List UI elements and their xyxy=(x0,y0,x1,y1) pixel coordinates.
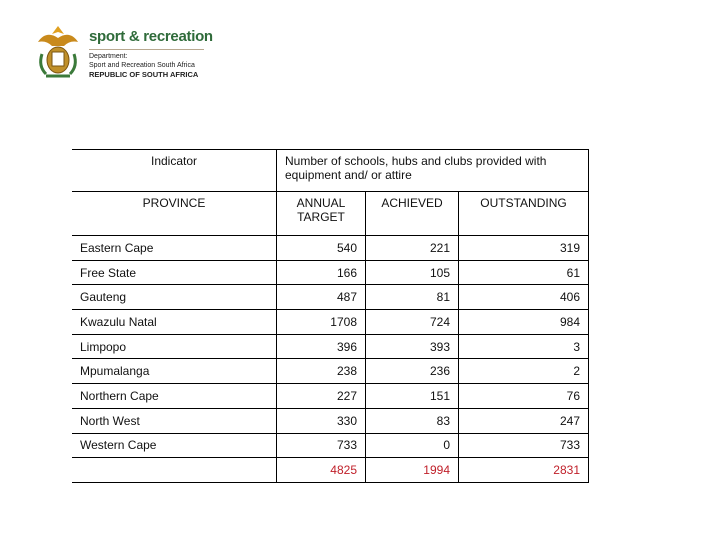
col-province: PROVINCE xyxy=(72,192,277,236)
dept-label: Department: xyxy=(89,53,128,60)
cell-achieved: 105 xyxy=(366,260,459,285)
cell-target: 396 xyxy=(277,334,366,359)
cell-target: 733 xyxy=(277,433,366,458)
totals-label xyxy=(72,458,277,483)
cell-province: Eastern Cape xyxy=(72,236,277,261)
table-row xyxy=(72,384,589,409)
cell-province: Free State xyxy=(72,260,277,285)
cell-achieved: 83 xyxy=(366,408,459,433)
total-target: 4825 xyxy=(277,458,366,483)
cell-target: 1708 xyxy=(277,310,366,335)
cell-target: 487 xyxy=(277,285,366,310)
cell-achieved: 236 xyxy=(366,359,459,384)
cell-achieved: 393 xyxy=(366,334,459,359)
col-annual-target: ANNUAL TARGET xyxy=(277,192,366,236)
cell-province: North West xyxy=(72,408,277,433)
table-row xyxy=(72,310,589,335)
country-name: REPUBLIC OF SOUTH AFRICA xyxy=(89,70,199,79)
cell-outstanding: 984 xyxy=(459,310,589,335)
cell-outstanding: 247 xyxy=(459,408,589,433)
cell-target: 227 xyxy=(277,384,366,409)
col-outstanding: OUTSTANDING xyxy=(459,192,589,236)
table-row xyxy=(72,236,589,261)
cell-province: Limpopo xyxy=(72,334,277,359)
cell-achieved: 221 xyxy=(366,236,459,261)
cell-target: 238 xyxy=(277,359,366,384)
total-achieved: 1994 xyxy=(366,458,459,483)
cell-achieved: 724 xyxy=(366,310,459,335)
department-text xyxy=(89,52,198,80)
cell-outstanding: 733 xyxy=(459,433,589,458)
cell-target: 166 xyxy=(277,260,366,285)
cell-province: Mpumalanga xyxy=(72,359,277,384)
table-row xyxy=(72,359,589,384)
table-row xyxy=(72,285,589,310)
cell-outstanding: 61 xyxy=(459,260,589,285)
column-header-row xyxy=(72,192,589,236)
totals-row xyxy=(72,458,589,483)
divider xyxy=(89,49,204,50)
dept-name: Sport and Recreation South Africa xyxy=(89,62,195,69)
coat-of-arms-icon xyxy=(34,24,82,82)
cell-achieved: 0 xyxy=(366,433,459,458)
cell-outstanding: 3 xyxy=(459,334,589,359)
cell-province: Northern Cape xyxy=(72,384,277,409)
cell-outstanding: 319 xyxy=(459,236,589,261)
brand-name: sport & recreation xyxy=(89,28,213,45)
total-outstanding: 2831 xyxy=(459,458,589,483)
cell-province: Gauteng xyxy=(72,285,277,310)
indicator-label: Indicator xyxy=(72,150,277,192)
indicator-value: Number of schools, hubs and clubs provided with equipment and/ or attire xyxy=(277,150,589,192)
cell-target: 540 xyxy=(277,236,366,261)
cell-outstanding: 76 xyxy=(459,384,589,409)
cell-outstanding: 2 xyxy=(459,359,589,384)
col-achieved: ACHIEVED xyxy=(366,192,459,236)
cell-achieved: 81 xyxy=(366,285,459,310)
provincial-equipment-table xyxy=(72,149,589,483)
table-row xyxy=(72,334,589,359)
indicator-row xyxy=(72,150,589,192)
cell-target: 330 xyxy=(277,408,366,433)
cell-outstanding: 406 xyxy=(459,285,589,310)
cell-province: Western Cape xyxy=(72,433,277,458)
table-row xyxy=(72,260,589,285)
cell-province: Kwazulu Natal xyxy=(72,310,277,335)
table-row xyxy=(72,408,589,433)
cell-achieved: 151 xyxy=(366,384,459,409)
table-row xyxy=(72,433,589,458)
department-logo xyxy=(34,22,214,86)
